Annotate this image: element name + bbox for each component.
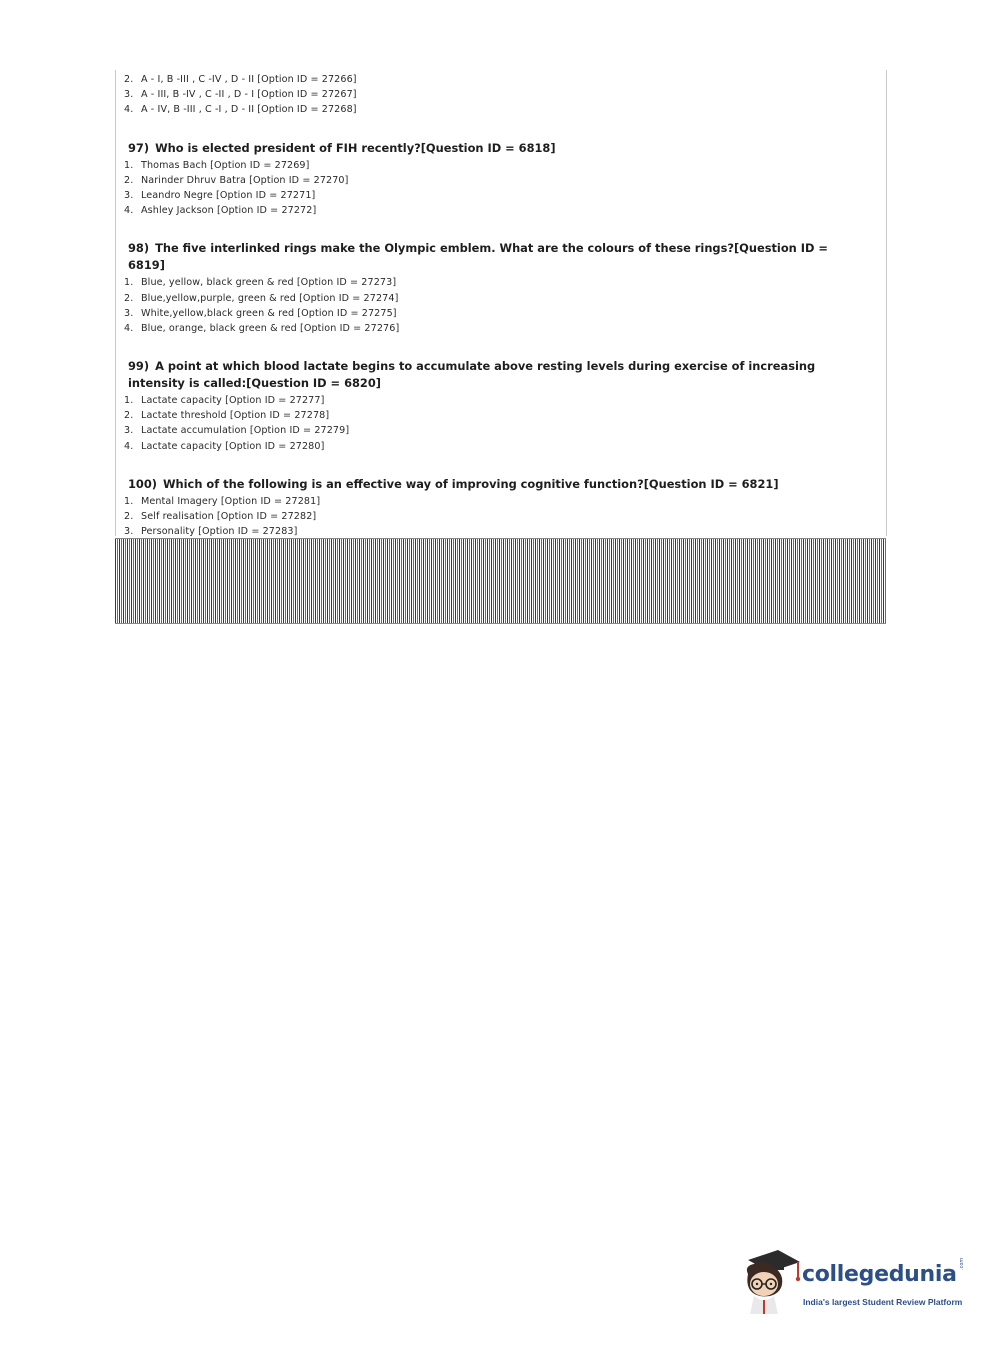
option-item bbox=[124, 408, 864, 423]
option-item bbox=[124, 494, 864, 509]
option-item bbox=[124, 306, 864, 321]
option-number: 4. bbox=[124, 440, 134, 452]
option-item bbox=[124, 72, 864, 87]
option-text: Lactate threshold [Option ID = 27278] bbox=[141, 410, 330, 422]
option-number: 3. bbox=[124, 189, 134, 201]
option-text: Self realisation [Option ID = 27282] bbox=[141, 511, 317, 522]
option-item bbox=[124, 158, 864, 173]
option-number: 2. bbox=[124, 292, 134, 304]
option-item bbox=[124, 321, 864, 336]
option-item bbox=[124, 423, 864, 438]
option-text: Lactate capacity [Option ID = 27280] bbox=[141, 440, 325, 452]
question-body: The five interlinked rings make the Olympic emblem. What are the colours of these rings?[Question ID = 6819] bbox=[128, 241, 828, 273]
collegedunia-logo bbox=[740, 1248, 970, 1320]
option-number: 3. bbox=[124, 307, 134, 319]
option-item bbox=[124, 439, 864, 454]
option-number: 3. bbox=[124, 526, 134, 538]
option-text: Thomas Bach [Option ID = 27269] bbox=[141, 159, 310, 171]
option-number: 1. bbox=[124, 495, 134, 507]
question-body: A point at which blood lactate begins to accumulate above resting levels during exercise of increasing intensity is called:[Question ID = 6820] bbox=[128, 359, 816, 391]
option-list bbox=[124, 158, 864, 219]
option-number: 3. bbox=[124, 89, 134, 101]
question-text bbox=[124, 240, 864, 274]
option-text: Lactate accumulation [Option ID = 27279] bbox=[141, 425, 350, 437]
brand-dotcom: .com bbox=[959, 1257, 965, 1270]
option-item bbox=[124, 203, 864, 218]
question-98 bbox=[124, 240, 864, 336]
question-number: 99) bbox=[128, 359, 150, 374]
question-text bbox=[124, 358, 864, 392]
option-item bbox=[124, 102, 864, 117]
option-text: Personality [Option ID = 27283] bbox=[141, 526, 298, 538]
option-text: White,yellow,black green & red [Option ID = 27275] bbox=[141, 307, 397, 319]
question-number: 97) bbox=[128, 140, 150, 155]
previous-question-options bbox=[124, 72, 864, 118]
option-text: A - I, B -III , C -IV , D - II [Option ID = 27266] bbox=[141, 74, 357, 85]
option-number: 2. bbox=[124, 410, 134, 422]
option-list bbox=[124, 393, 864, 454]
option-text: Blue, orange, black green & red [Option ID = 27276] bbox=[141, 322, 400, 334]
option-item bbox=[124, 173, 864, 188]
option-item bbox=[124, 509, 864, 524]
question-paper-content bbox=[124, 72, 864, 555]
question-97 bbox=[124, 140, 864, 219]
option-text: Blue, yellow, black green & red [Option ID = 27273] bbox=[141, 277, 397, 289]
option-text: A - IV, B -III , C -I , D - II [Option ID = 27268] bbox=[141, 104, 357, 116]
option-list bbox=[124, 275, 864, 336]
option-text: Leandro Negre [Option ID = 27271] bbox=[141, 189, 316, 201]
question-text bbox=[124, 476, 864, 493]
question-body: Which of the following is an effective way of improving cognitive function?[Question ID = 6821] bbox=[162, 476, 779, 491]
option-number: 1. bbox=[124, 395, 134, 407]
barcode-strip bbox=[115, 538, 886, 624]
option-number: 1. bbox=[124, 277, 134, 289]
option-number: 2. bbox=[124, 74, 134, 85]
option-text: Ashley Jackson [Option ID = 27272] bbox=[141, 205, 317, 217]
option-item bbox=[124, 291, 864, 306]
option-number: 3. bbox=[124, 425, 134, 437]
question-body: Who is elected president of FIH recently?[Question ID = 6818] bbox=[155, 140, 556, 155]
brand-name: collegedunia bbox=[802, 1262, 957, 1287]
option-number: 1. bbox=[124, 159, 134, 171]
option-text: Narinder Dhruv Batra [Option ID = 27270] bbox=[141, 174, 349, 186]
option-number: 4. bbox=[124, 322, 134, 334]
option-number: 4. bbox=[124, 104, 134, 116]
option-item bbox=[124, 275, 864, 290]
question-number: 98) bbox=[128, 241, 150, 256]
option-text: Mental Imagery [Option ID = 27281] bbox=[141, 495, 321, 507]
option-item bbox=[124, 393, 864, 408]
brand-tagline: India's largest Student Review Platform bbox=[803, 1297, 963, 1307]
option-text: Blue,yellow,purple, green & red [Option ID = 27274] bbox=[141, 292, 399, 304]
option-text: A - III, B -IV , C -II , D - I [Option ID = 27267] bbox=[141, 89, 357, 101]
option-item bbox=[124, 188, 864, 203]
option-number: 2. bbox=[124, 511, 134, 522]
option-number: 4. bbox=[124, 205, 134, 217]
question-99 bbox=[124, 358, 864, 454]
option-number: 2. bbox=[124, 174, 134, 186]
option-text: Lactate capacity [Option ID = 27277] bbox=[141, 395, 325, 407]
student-mascot-icon bbox=[740, 1248, 802, 1316]
question-number: 100) bbox=[128, 476, 157, 491]
option-item bbox=[124, 87, 864, 102]
question-text bbox=[124, 140, 864, 157]
